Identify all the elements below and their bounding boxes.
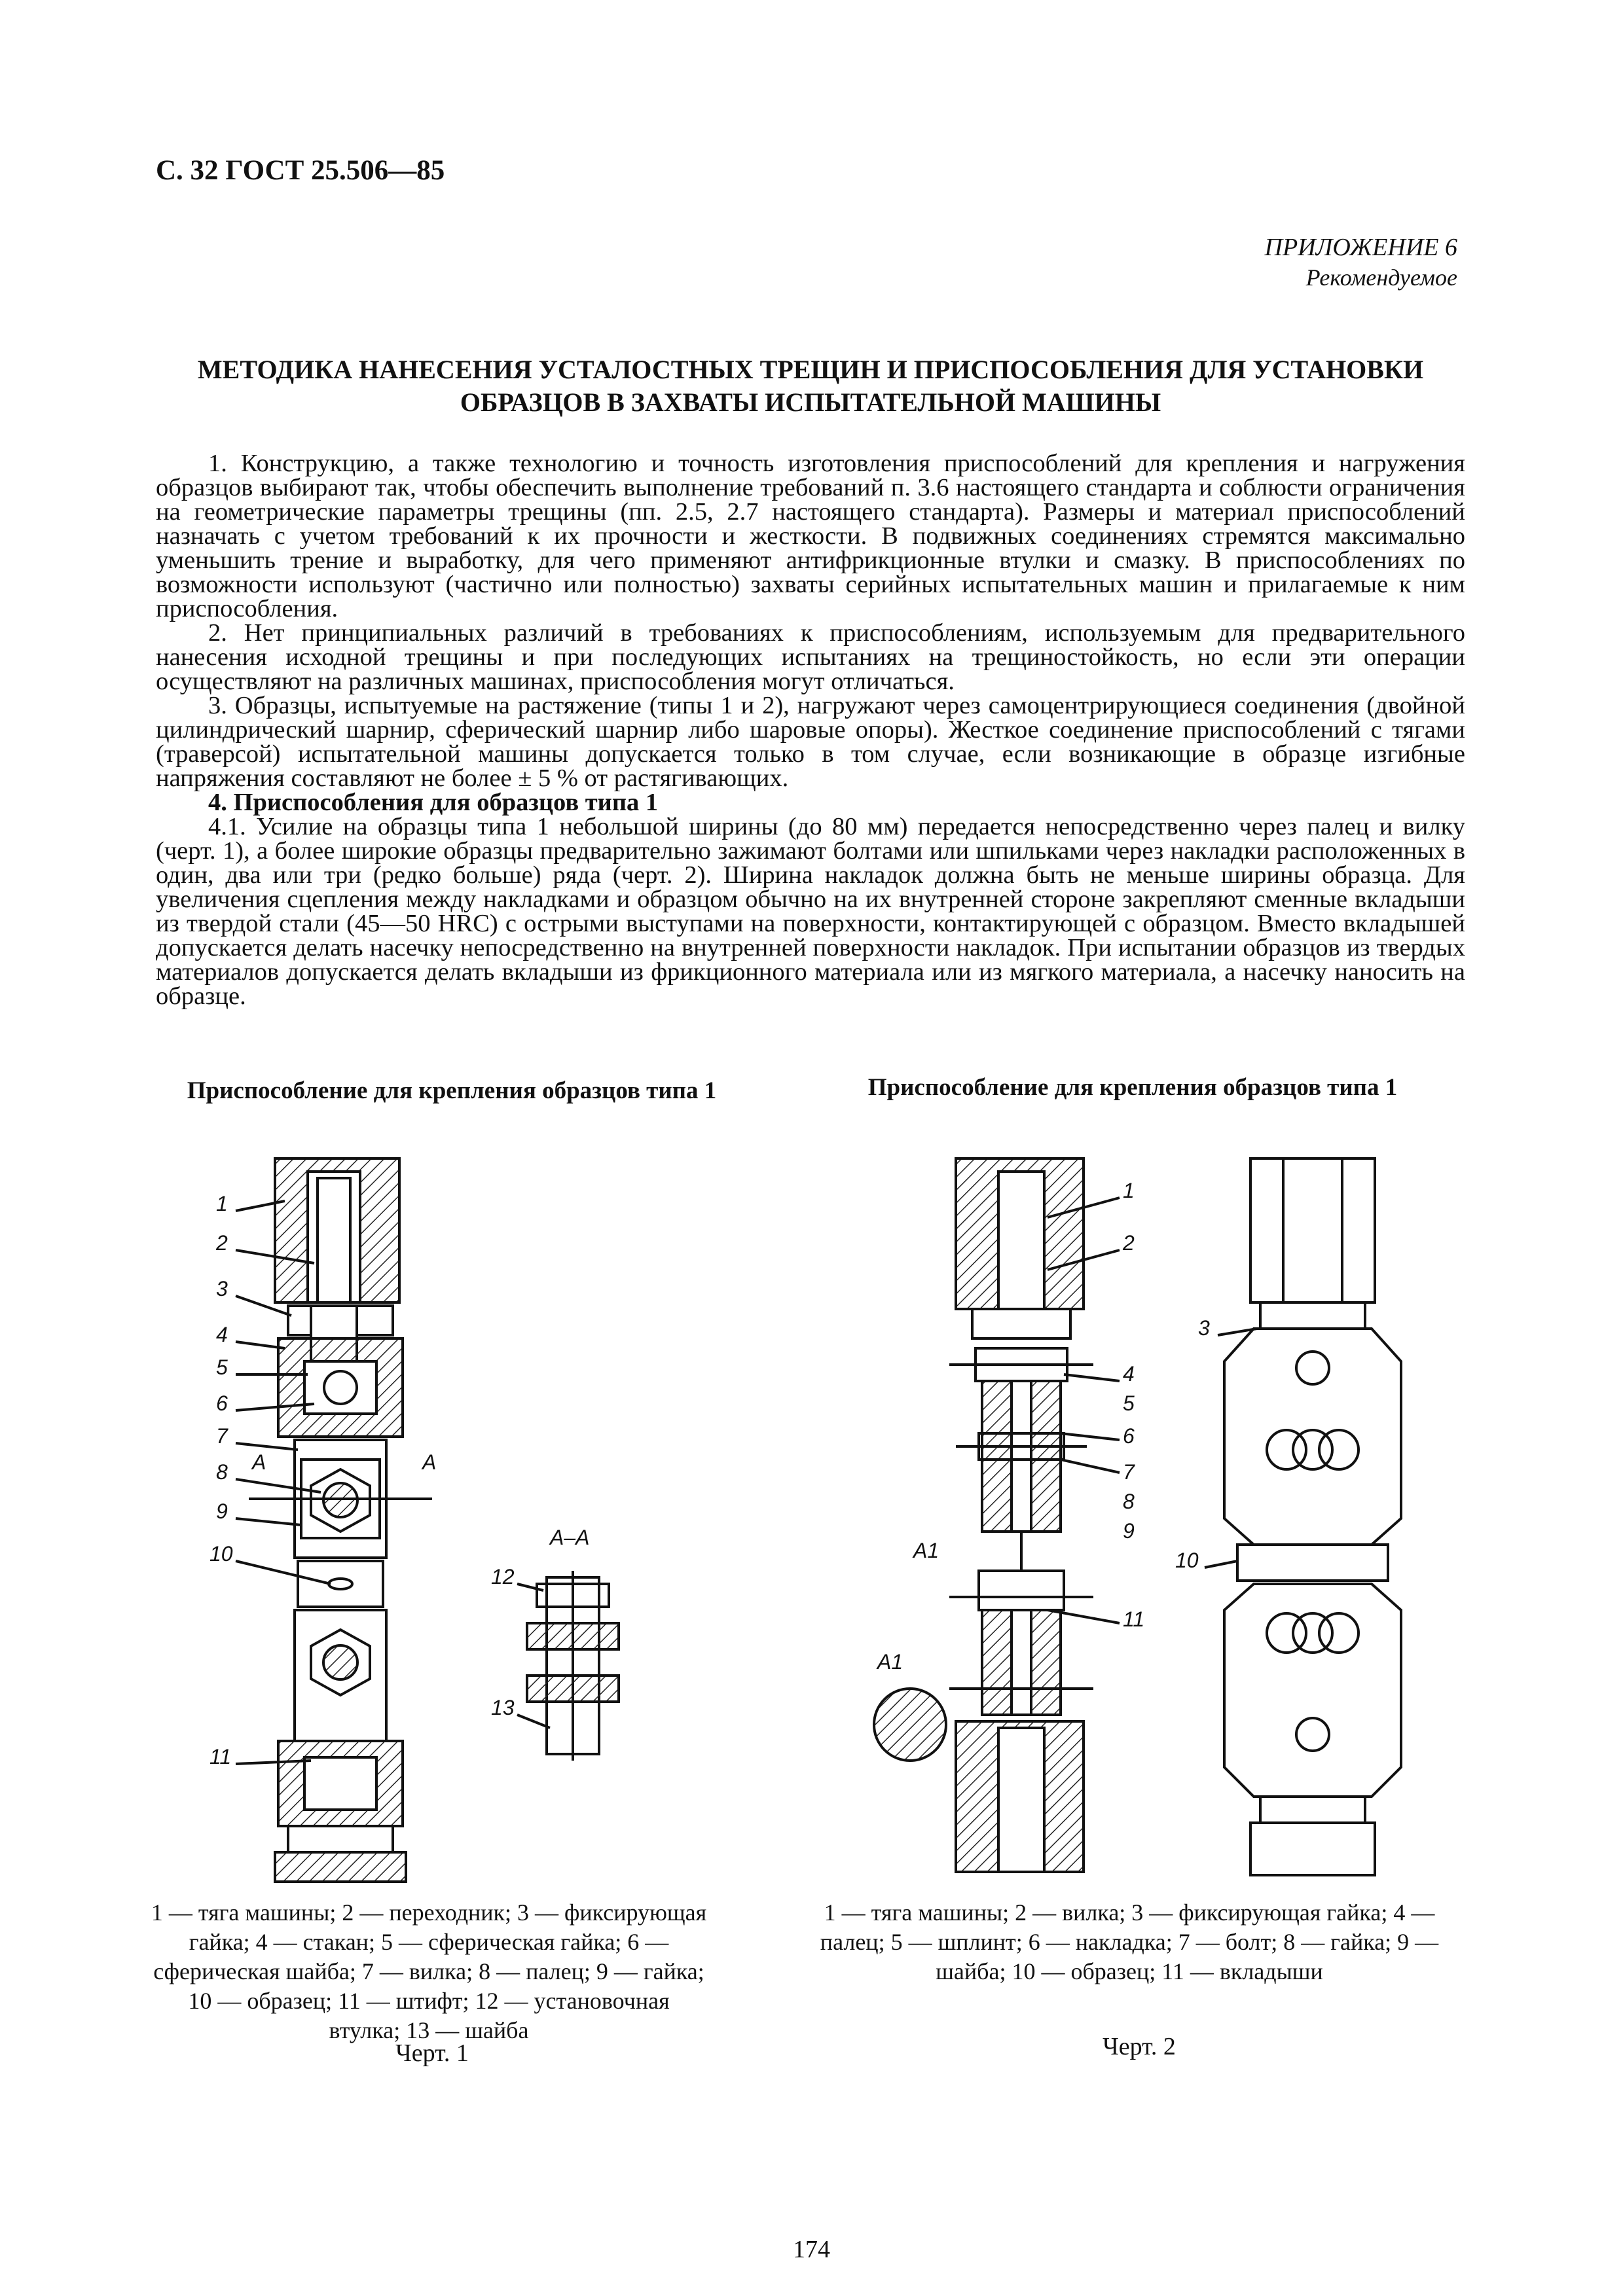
fig1-cut-label-left: А [252, 1450, 266, 1474]
fig2-num-5: 5 [1123, 1391, 1135, 1415]
fig1-num-3: 3 [216, 1277, 228, 1300]
fig2-num-9: 9 [1123, 1519, 1135, 1543]
page-number: 174 [793, 2236, 830, 2263]
fig2-num-6: 6 [1123, 1424, 1135, 1448]
fig2-num-3: 3 [1198, 1316, 1210, 1340]
figure2-caption: Приспособление для крепления образцов типа 1 [867, 1074, 1398, 1101]
page-header: С. 32 ГОСТ 25.506—85 [156, 155, 445, 186]
fig1-num-6: 6 [216, 1391, 228, 1415]
paragraph-2: 2. Нет принципиальных различий в требованиях к приспособлениям, используемым для предварительного нанесения исходной трещины и при последующих испытаниях на трещиностойкость, но если эти операции осуществляют на различных машинах, приспособления могут отличаться. [156, 619, 1465, 695]
fig2-num-11: 11 [1123, 1607, 1145, 1631]
fig2-num-2: 2 [1123, 1231, 1135, 1255]
appendix-label: ПРИЛОЖЕНИЕ 6 [1264, 234, 1457, 261]
fig2-detail-label-callout: А1 [877, 1650, 903, 1674]
fig2-num-4: 4 [1123, 1362, 1135, 1386]
figure1-label: Черт. 1 [395, 2039, 469, 2067]
fig1-num-4: 4 [216, 1323, 228, 1346]
paragraph-1: 1. Конструкцию, а также технологию и точность изготовления приспособлений для крепления и нагружения образцов выбирают так, чтобы обеспечить выполнение требований п. 3.6 настоящего стандарта и соблюсти ограничения на геометрические параметры трещины (пп. 2.5, 2.7 настоящего стандарта). Размеры и материал приспособлений назначать с учетом требований к их прочности и жесткости. В подвижных соединениях стремятся максимально уменьшить трение и выработку, для чего применяют антифрикционные втулки и смазку. В приспособлениях по возможности используют (частично или полностью) захваты серийных испытательных машин и прилагаемые к ним приспособления. [156, 450, 1465, 622]
fig1-num-12: 12 [491, 1565, 515, 1588]
fig2-detail-label-top: А1 [913, 1539, 939, 1562]
fig1-section-label: А–А [550, 1526, 590, 1549]
fig2-num-10: 10 [1175, 1549, 1199, 1572]
fig1-num-13: 13 [491, 1696, 515, 1719]
fig2-num-8: 8 [1123, 1490, 1135, 1513]
figure1-caption: Приспособление для крепления образцов типа 1 [187, 1077, 717, 1104]
figure2-legend: 1 — тяга машины; 2 — вилка; 3 — фиксирующая гайка; 4 — палец; 5 — шплинт; 6 — накладка; 7 — болт; 8 — гайка; 9 — шайба; 10 — образец; 11 — вкладыши [820, 1899, 1439, 1984]
section-heading-4: 4. Приспособления для образцов типа 1 [208, 789, 659, 816]
fig1-num-1: 1 [216, 1192, 228, 1215]
appendix-status: Рекомендуемое [1305, 264, 1457, 291]
fig1-num-7: 7 [216, 1424, 228, 1448]
figure2-label: Черт. 2 [1103, 2033, 1176, 2060]
fig1-num-10: 10 [210, 1542, 233, 1566]
fig2-num-7: 7 [1123, 1460, 1135, 1484]
figure2-drawing [851, 1152, 1440, 1878]
fig1-num-9: 9 [216, 1499, 228, 1523]
paragraph-3: 3. Образцы, испытуемые на растяжение (типы 1 и 2), нагружают через самоцентрирующиеся соединения (двойной цилиндрический шарнир, сферический шарнир либо шаровые опоры). Жесткое соединение приспособлений с тягами (траверсой) испытательной машины допускается только в том случае, если возникающие в образце изгибные напряжения составляют не более ± 5 % от растягивающих. [156, 692, 1465, 792]
fig1-num-2: 2 [216, 1231, 228, 1255]
document-title: МЕТОДИКА НАНЕСЕНИЯ УСТАЛОСТНЫХ ТРЕЩИН И ПРИСПОСОБЛЕНИЯ ДЛЯ УСТАНОВКИ ОБРАЗЦОВ В ЗАХВАТЫ ИСПЫТАТЕЛЬНОЙ МАШИНЫ [197, 355, 1424, 417]
fig1-num-5: 5 [216, 1355, 228, 1379]
paragraph-4-1: 4.1. Усилие на образцы типа 1 небольшой ширины (до 80 мм) передается непосредственно через палец и вилку (черт. 1), а более широкие образцы предварительно зажимают болтами или шпильками через накладки расположенных в один, два или три (редко больше) ряда (черт. 2). Ширина накладок должна быть не меньше ширины образца. Для увеличения сцепления между накладками и образцом обычно на их внутренней стороне закрепляют сменные вкладыши из твердой стали (45—50 HRC) с острыми выступами на поверхности, контактирующей с образцом. Вместо вкладышей допускается делать насечку непосредственно на внутренней поверхности накладок. При испытании образцов из твердых материалов допускается делать вкладыши из фрикционного материала или из мягкого материала, а насечку наносить на образце. [156, 813, 1465, 1010]
figure1-legend: 1 — тяга машины; 2 — переходник; 3 — фиксирующая гайка; 4 — стакан; 5 — сферическая гайка; 6 — сферическая шайба; 7 — вилка; 8 — палец; 9 — гайка; 10 — образец; 11 — штифт; 12 — установочная втулка; 13 — шайба [151, 1899, 707, 2043]
figure1-drawing [144, 1152, 733, 1885]
appendix-block [1265, 232, 1457, 293]
fig1-num-11: 11 [210, 1745, 232, 1768]
fig2-num-1: 1 [1123, 1179, 1135, 1202]
body-text [156, 452, 1465, 1009]
fig1-num-8: 8 [216, 1460, 228, 1484]
fig1-cut-label-right: А [422, 1450, 437, 1474]
